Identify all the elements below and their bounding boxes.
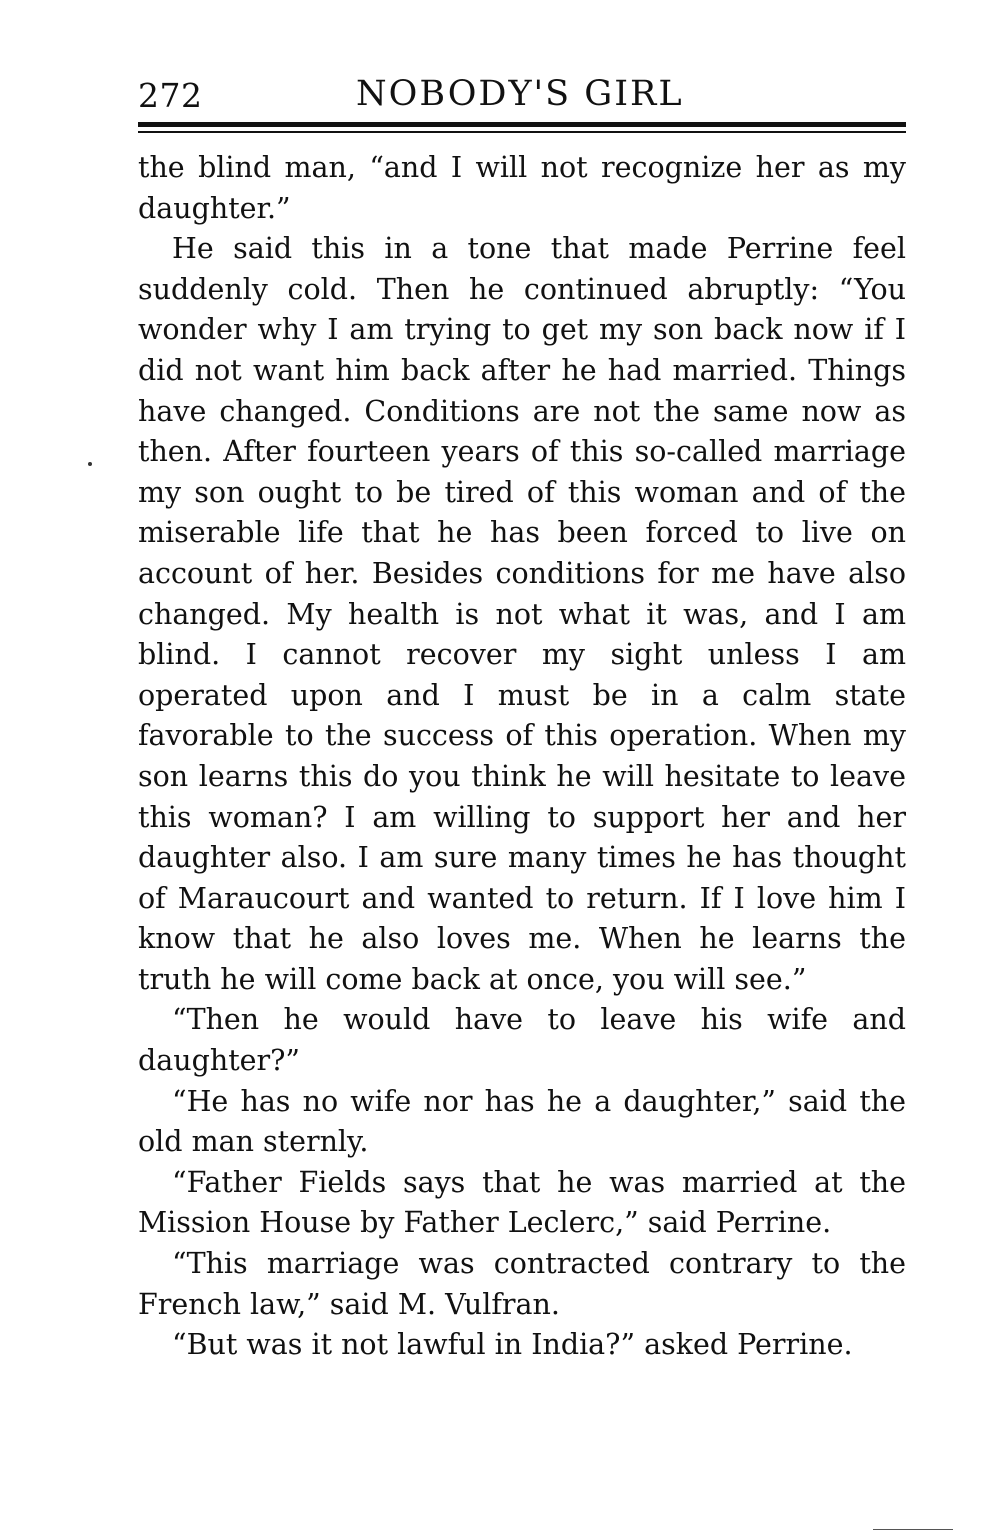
body-text xyxy=(138,148,906,1366)
header-rule-thin xyxy=(138,131,906,133)
page-number: 272 xyxy=(138,76,203,115)
running-head xyxy=(138,68,906,120)
header-rule-thick xyxy=(138,122,906,127)
paragraph: “Then he would have to leave his wife and daughter?” xyxy=(138,1003,906,1078)
paragraph: “Father Fields says that he was married at the Mission House by Father Leclerc,” said Perrine. xyxy=(138,1165,906,1240)
paragraph: “He has no wife nor has he a daughter,” said the old man sternly. xyxy=(138,1084,906,1159)
paragraph: “But was it not lawful in India?” asked Perrine. xyxy=(172,1328,853,1362)
book-title: NOBODY'S GIRL xyxy=(356,74,684,114)
paragraph-continued: the blind man, “and I will not recognize her as my daughter.” xyxy=(138,151,906,225)
paragraph: “This marriage was contracted contrary to the French law,” said M. Vulfran. xyxy=(138,1247,906,1321)
margin-speck xyxy=(88,462,92,466)
paragraph: He said this in a tone that made Perrine feel suddenly cold. Then he continued abruptly: “You wonder why I am trying to get my son back now if I did not want him back after he had married. Things have changed. Conditions are not the same now as then. After fourteen years of this so-called marriage my son ought to be tired of this woman and of the miserable life that he has been forced to live on account of her. Besides conditions for me have also changed. My health is not what it was, and I am blind. I cannot recover my sight unless I am operated upon and I must be in a calm state favorable to the success of this operation. When my son learns this do you think he will hesitate to leave this woman? I am willing to support her and her daughter also. I am sure many times he has thought of Maraucourt and wanted to return. If I love him I know that he also loves me. When he learns the truth he will come back at once, you will see.” xyxy=(138,232,906,996)
footer-mark xyxy=(873,1529,953,1530)
